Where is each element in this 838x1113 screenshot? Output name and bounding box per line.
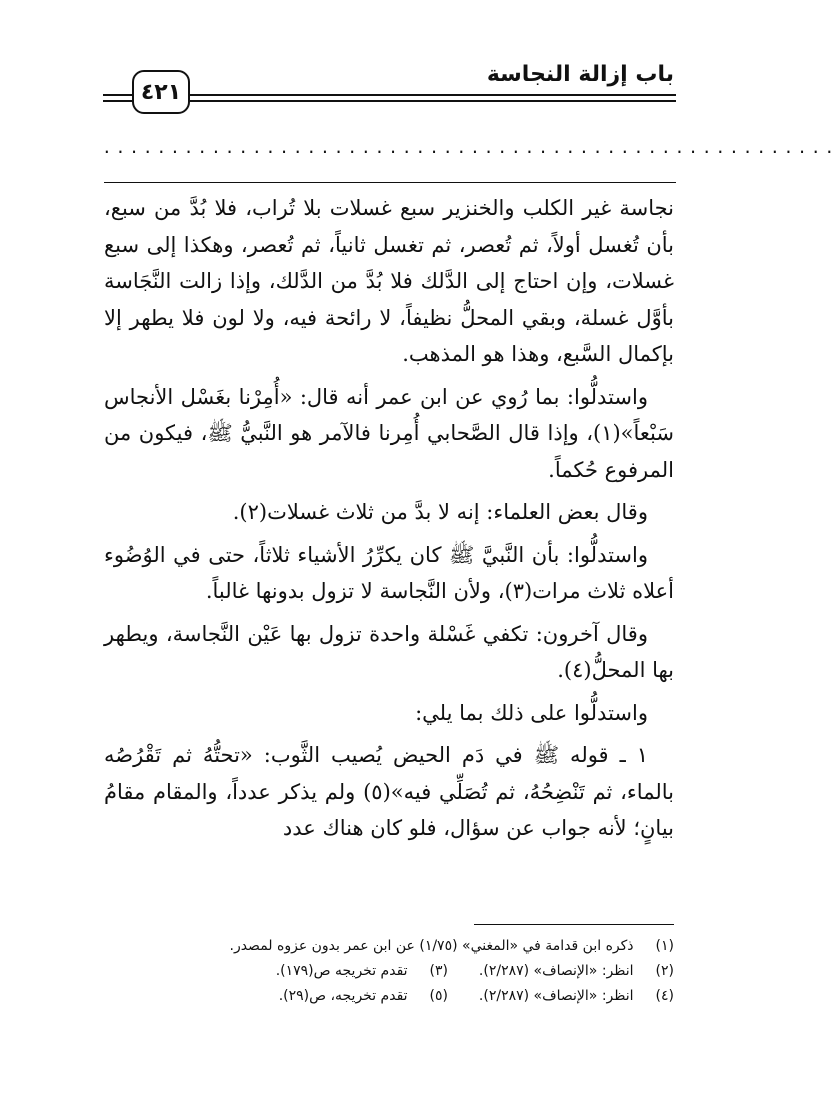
footnote-number: (٤): [655, 988, 674, 1004]
dot-leader: ......................................................: [102, 138, 838, 157]
footnote-4-5: [104, 984, 674, 1009]
footnote-number: (١): [655, 938, 674, 954]
main-text: [104, 190, 674, 847]
footnote-text: تقدم تخريجه ص(١٧٩).: [275, 963, 408, 979]
paragraph-4: واستدلُّوا: بأن النَّبيَّ ﷺ كان يكرِّرُ الأشياء ثلاثاً، حتى في الوُضُوء أعلاه ثلاث مرات(٣)، ولأن النَّجاسة لا تزول بدونها غالباً.: [104, 542, 674, 603]
paragraph-2: واستدلُّوا: بما رُوي عن ابن عمر أنه قال: «أُمِرْنا بغَسْل الأنجاس سَبْعاً»(١)، وإذا قال الصَّحابي أُمِرنا فالآمر هو النَّبيُّ ﷺ، فيكون من المرفوع حُكماً.: [104, 384, 674, 482]
paragraph-3: وقال بعض العلماء: إنه لا بدَّ من ثلاث غسلات(٢).: [232, 500, 648, 524]
footnote-number: (٣): [429, 963, 449, 979]
footnotes: [104, 934, 674, 1009]
footnote-2-3: [104, 959, 674, 984]
footnote-separator: [474, 924, 674, 925]
paragraph-1: نجاسة غير الكلب والخنزير سبع غسلات بلا تُراب، فلا بُدَّ من سبع، بأن تُغسل أولاً، ثم تُعصر، ثم تغسل ثانياً، ثم تُعصر، وهكذا إلى سبع غسلات، وإن احتاج إلى الدَّلك فلا بُدَّ من الدَّلك، وإذا زالت النَّجَاسة بأوَّل غسلة، وبقي المحلُّ نظيفاً، لا رائحة فيه، ولا لون فلا يطهر إلا بإكمال السَّبع، وهذا هو المذهب.: [104, 196, 674, 366]
page-number: ٤٢١: [140, 79, 182, 105]
footnote-1: [104, 934, 674, 959]
chapter-title: باب إزالة النجاسة: [486, 62, 674, 87]
footnote-number: (٢): [655, 963, 674, 979]
footnote-text: انظر: «الإنصاف» (٢/٢٨٧).: [478, 988, 634, 1004]
text-top-rule: [104, 182, 676, 183]
footnote-number: (٥): [429, 988, 449, 1004]
footnote-text: انظر: «الإنصاف» (٢/٢٨٧).: [478, 963, 634, 979]
paragraph-5: وقال آخرون: تكفي غَسْلة واحدة تزول بها عَيْن النَّجاسة، ويطهر بها المحلُّ(٤).: [104, 621, 674, 682]
page-number-box: [132, 70, 190, 114]
footnote-text: تقدم تخريجه، ص(٢٩).: [278, 988, 408, 1004]
footnote-text: ذكره ابن قدامة في «المغني» (١/٧٥) عن ابن عمر بدون عزوه لمصدر.: [229, 938, 634, 954]
paragraph-7: ١ ـ قوله ﷺ في دَم الحيض يُصيب الثَّوب: «تحتُّهُ ثم تَقْرُصُه بالماء، ثم تَنْضِحُهُ، ثم تُصَلِّي فيه»(٥) ولم يذكر عدداً، والمقام مقامُ بيانٍ؛ لأنه جواب عن سؤال، فلو كان هناك عدد: [104, 743, 674, 840]
paragraph-6: واستدلُّوا على ذلك بما يلي:: [415, 700, 648, 725]
